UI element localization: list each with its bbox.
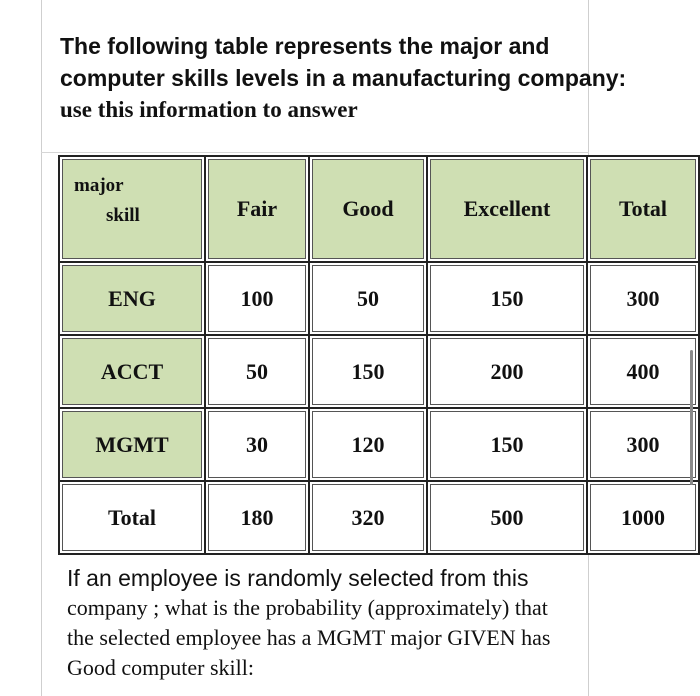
cell: 1000 (587, 481, 699, 554)
divider-top (41, 152, 589, 153)
header-row (59, 156, 699, 262)
question-text (67, 563, 677, 683)
corner-skill-label: skill (106, 205, 140, 226)
cell: 150 (427, 262, 587, 335)
table-row-eng (59, 262, 699, 335)
corner-major-label: major (74, 175, 124, 196)
cell: 300 (587, 408, 699, 481)
cell: 180 (205, 481, 309, 554)
intro-line-1: The following table represents the major and (60, 33, 550, 59)
question-line-3: the selected employee has a MGMT major GIVEN has (67, 625, 551, 650)
cell: 200 (427, 335, 587, 408)
cell: 320 (309, 481, 427, 554)
table-row-mgmt (59, 408, 699, 481)
column-header-total: Total (587, 156, 699, 262)
column-header-good: Good (309, 156, 427, 262)
cell: 400 (587, 335, 699, 408)
row-label-eng: ENG (59, 262, 205, 335)
table-row-acct (59, 335, 699, 408)
cell: 100 (205, 262, 309, 335)
scrollbar[interactable] (690, 350, 693, 485)
cell: 50 (309, 262, 427, 335)
intro-line-3: use this information to answer (60, 97, 358, 122)
row-label-total: Total (59, 481, 205, 554)
question-line-2: company ; what is the probability (approximately) that (67, 595, 548, 620)
column-header-fair: Fair (205, 156, 309, 262)
cell: 150 (427, 408, 587, 481)
cell: 50 (205, 335, 309, 408)
cell: 300 (587, 262, 699, 335)
cell: 150 (309, 335, 427, 408)
intro-text (60, 30, 680, 126)
row-label-acct: ACCT (59, 335, 205, 408)
cell: 120 (309, 408, 427, 481)
cell: 30 (205, 408, 309, 481)
row-label-mgmt: MGMT (59, 408, 205, 481)
column-header-excellent: Excellent (427, 156, 587, 262)
contingency-table (58, 155, 700, 555)
question-line-4: Good computer skill: (67, 655, 254, 680)
table-row-total (59, 481, 699, 554)
intro-line-2: computer skills levels in a manufacturing company: (60, 65, 627, 91)
question-line-1: If an employee is randomly selected from this (67, 565, 529, 591)
page-border-left (41, 0, 42, 696)
corner-header (59, 156, 205, 262)
cell: 500 (427, 481, 587, 554)
